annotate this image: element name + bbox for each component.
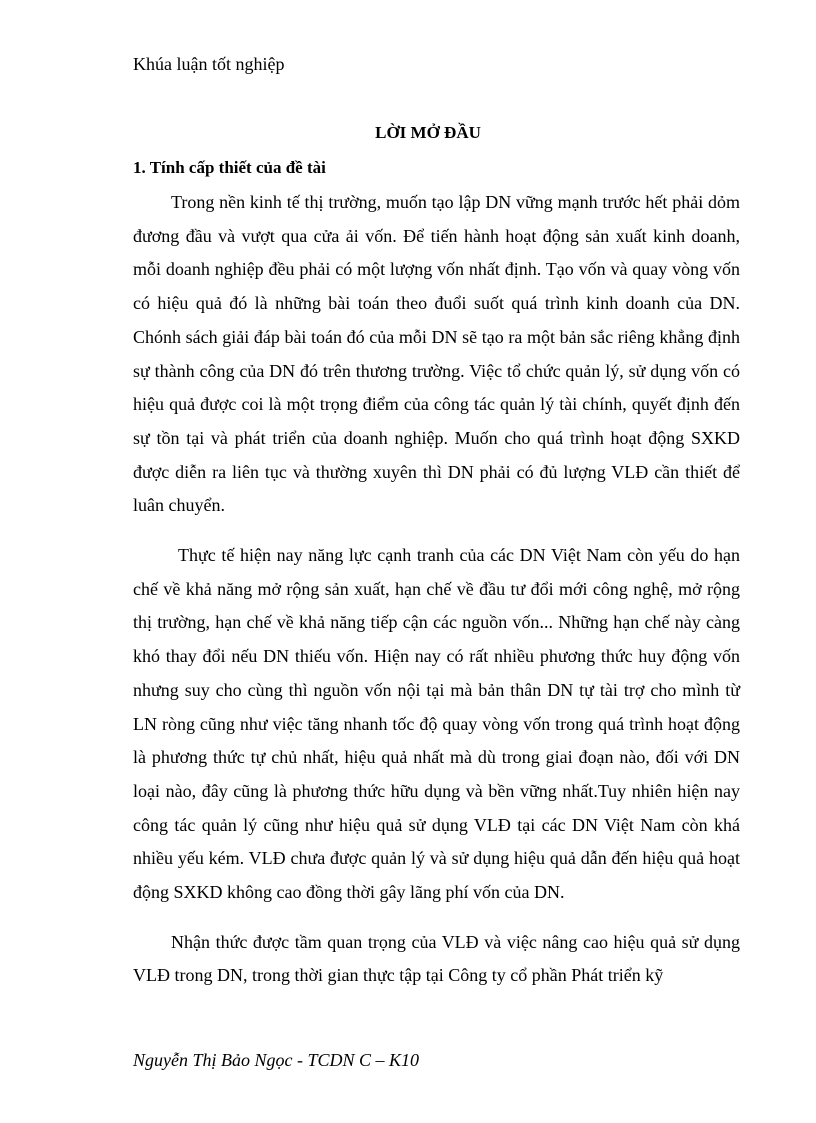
paragraph-3: Nhận thức được tầm quan trọng của VLĐ và việc nâng cao hiệu quả sử dụng VLĐ trong DN, trong thời gian thực tập tại Công ty cổ phần Phát triển kỹ: [133, 931, 740, 986]
section-heading: 1. Tính cấp thiết của đề tài: [133, 158, 326, 177]
paragraph-2: Thực tế hiện nay năng lực cạnh tranh của các DN Việt Nam còn yếu do hạn chế về khả năng mở rộng sản xuất, hạn chế về đầu tư đổi mới công nghệ, mở rộng thị trường, hạn chế về khả năng tiếp cận các nguồn vốn... Những hạn chế này càng khó thay đổi nếu DN thiếu vốn. Hiện nay có rất nhiều phương thức huy động vốn nhưng suy cho cùng thì nguồn vốn nội tại mà bản thân DN tự tài trợ cho mình từ LN ròng cũng như việc tăng nhanh tốc độ quay vòng vốn trong quá trình hoạt động là phương thức tự chủ nhất, hiệu quả nhất mà dù trong giai đoạn nào, đối với DN loại nào, đây cũng là phương thức hữu dụng và bền vững nhất.Tuy nhiên hiện nay công tác quản lý cũng như hiệu quả sử dụng VLĐ tại các DN Việt Nam còn khá nhiều yếu kém. VLĐ chưa được quản lý và sử dụng hiệu quả dẫn đến hiệu quả hoạt động SXKD không cao đồng thời gây lãng phí vốn của DN.: [133, 545, 740, 903]
running-footer: Nguyễn Thị Bảo Ngọc - TCDN C – K10: [133, 1050, 420, 1070]
paragraph-1: Trong nền kinh tế thị trường, muốn tạo lập DN vững mạnh trước hết phải dỏm đương đầu và vượt qua cửa ải vốn. Để tiến hành hoạt động sản xuất kinh doanh, mỗi doanh nghiệp đều phải có một lượng vốn nhất định. Tạo vốn và quay vòng vốn có hiệu quả đó là những bài toán theo đuổi suốt quá trình kinh doanh của DN. Chónh sách giải đáp bài toán đó của mỗi DN sẽ tạo ra một bản sắc riêng khẳng định sự thành công của DN đó trên thương trường. Việc tổ chức quản lý, sử dụng vốn có hiệu quả được coi là một trọng điểm của công tác quản lý tài chính, quyết định đến sự tồn tại và phát triển của doanh nghiệp. Muốn cho quá trình hoạt động SXKD được diễn ra liên tục và thường xuyên thì DN phải có đủ lượng VLĐ cần thiết để luân chuyển.: [133, 192, 740, 516]
body-text: [133, 186, 740, 993]
running-header: Khúa luận tốt nghiệp: [133, 54, 285, 74]
page-title: LỜI MỞ ĐẦU: [375, 123, 481, 142]
